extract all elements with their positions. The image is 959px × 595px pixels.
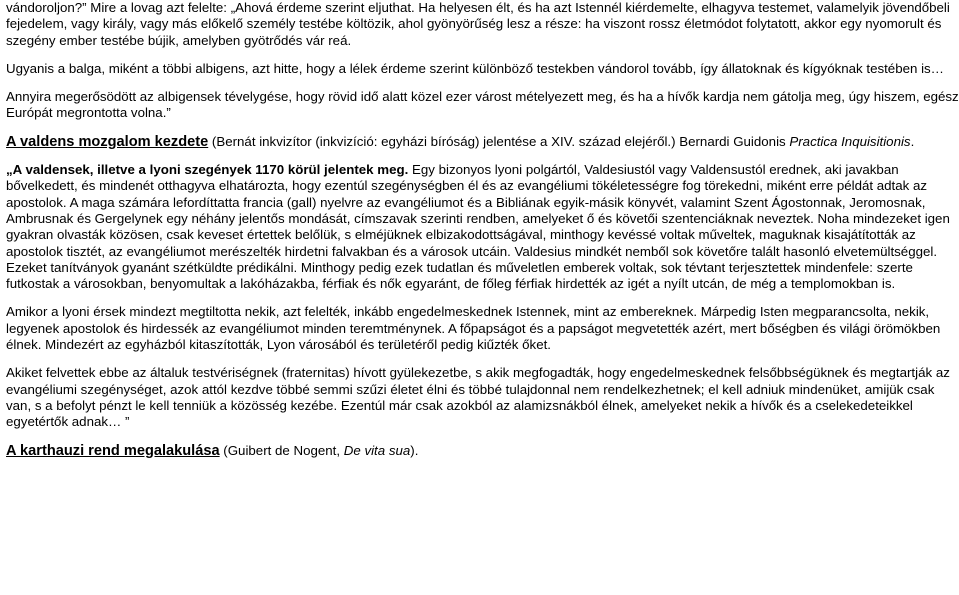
section-heading-waldensian: [6, 134, 959, 150]
heading-source-end: .: [910, 133, 915, 149]
paragraph-albigens-spread: Annyira megerősödött az albigensek tévelygése, hogy rövid idő alatt közel ezer várost mételyezett meg, és ha a hívők kardja nem gátolja meg, úgy hiszem, egész Európát megrontotta volna.”: [6, 89, 959, 121]
paragraph-continuation: vándoroljon?” Mire a lovag azt felelte: „Ahová érdeme szerint eljuthat. Ha helyesen élt, és ha azt Istennél kiérdemelte, elhagyva testemet, valamelyik jövendőbeli fejedelem, vagy király, vagy más előkelő személy testébe költözik, ahol gyönyörűség lesz a része: ha viszont rossz életmódot folytatott, akkor egy nyomorult és szegény ember testébe bújik, amelyben gyötrődés vár reá.: [6, 0, 950, 48]
paragraph-albigens-belief: Ugyanis a balga, miként a többi albigens, azt hitte, hogy a lélek érdeme szerint különböző testekben vándorol tovább, így állatoknak és kígyóknak testében is…: [6, 60, 944, 76]
heading-source-italic: Practica Inquisitionis: [789, 133, 911, 149]
section-heading-carthusian: [6, 443, 959, 459]
heading-title-carthusian: A karthauzi rend megalakulása: [6, 442, 220, 459]
paragraph-body: Egy bizonyos lyoni polgártól, Valdesiustól vagy Valdensustól erednek, aki javakban bővelkedett, és mindenét otthagyva elhatározta, hogy ezentúl szegénységben él és az evangéliumi tökéletességre fog törekedni, miként erre példát adtak az apostolok. A maga számára lefordíttatta francia (gall) nyelvre az evangéliumot és a Bibliának egyik-másik könyvét, valamint Szent Ágostonnak, Jeromosnak, Ambrusnak és Gergelynek egy néhány jelentős mondását, címszavak szerinti rendben, amelyeket ő és követői szentenciáknak neveztek. Noha mindezeket igen gyakran olvasták közösen, csak keveset értettek belőlük, s elméjüknek elbizakodottságával, minthogy kevéssé voltak műveltek, maguknak kisajátították az apostolok tisztét, az evangéliumot merészelték hirdetni falvakban és a városok utcáin. Valdesius mindkét nemből sok követőre talált hasonló elvetemültséggel. Ezeket tanítványok gyanánt szétküldte prédikálni. Minthogy pedig ezek tudatlan és műveletlen emberek voltak, sok tévtant terjesztettek mindenfele: szerte futkostak a városokban, benyomultak a lakóházakba, férfiak és nők egyaránt, de főleg férfiak hirdették az igét a nyílt utcán, de még a templomokban is.: [6, 162, 950, 292]
paragraph-archbishop: Amikor a lyoni érsek mindezt megtiltotta nekik, azt felelték, inkább engedelmeskednek Istennek, mint az embereknek. Márpedig Isten megparancsolta, nekik, legyenek apostolok és hirdessék az evangéliumot minden teremtménynek. A főpapságot és a papságot megvetették azért, mert bőségben és világi örömökben élnek. Mindezért az egyházból kitaszították, Lyon városából és területéről pedig kiűzték őket.: [6, 304, 941, 353]
heading-source-italic: De vita sua: [343, 442, 411, 458]
heading-source-end: ).: [410, 442, 419, 458]
heading-source: (Bernát inkvizítor (inkvizíció: egyházi bíróság) jelentése a XIV. század elejéről.) Bernardi Guidonis: [208, 133, 790, 149]
heading-title-waldensian: A valdens mozgalom kezdete: [6, 133, 209, 150]
paragraph-fraternitas: Akiket felvettek ebbe az általuk testvériségnek (fraternitas) hívott gyülekezetbe, s akik megfogadták, hogy engedelmeskednek felsőbbségüknek és megtartják az evangéliumi szegénységet, azok attól kezdve többé semmi szűzi életet élni és többé tulajdonnal nem rendelkezhetnek; el kell adniuk mindenüket, amijük csak van, s a befolyt pénzt le kell tenniük a közösség kezébe. Ezentúl már csak azokból az alamizsnákból élnek, amelyeket nekik a hívők és a cselekedeteikkel egyetértők adnak… ”: [6, 365, 950, 430]
paragraph-waldensian-origin: [6, 162, 959, 292]
heading-source: (Guibert de Nogent,: [219, 442, 344, 458]
paragraph-lead: „A valdensek, illetve a lyoni szegények 1170 körül jelentek meg.: [6, 162, 409, 178]
